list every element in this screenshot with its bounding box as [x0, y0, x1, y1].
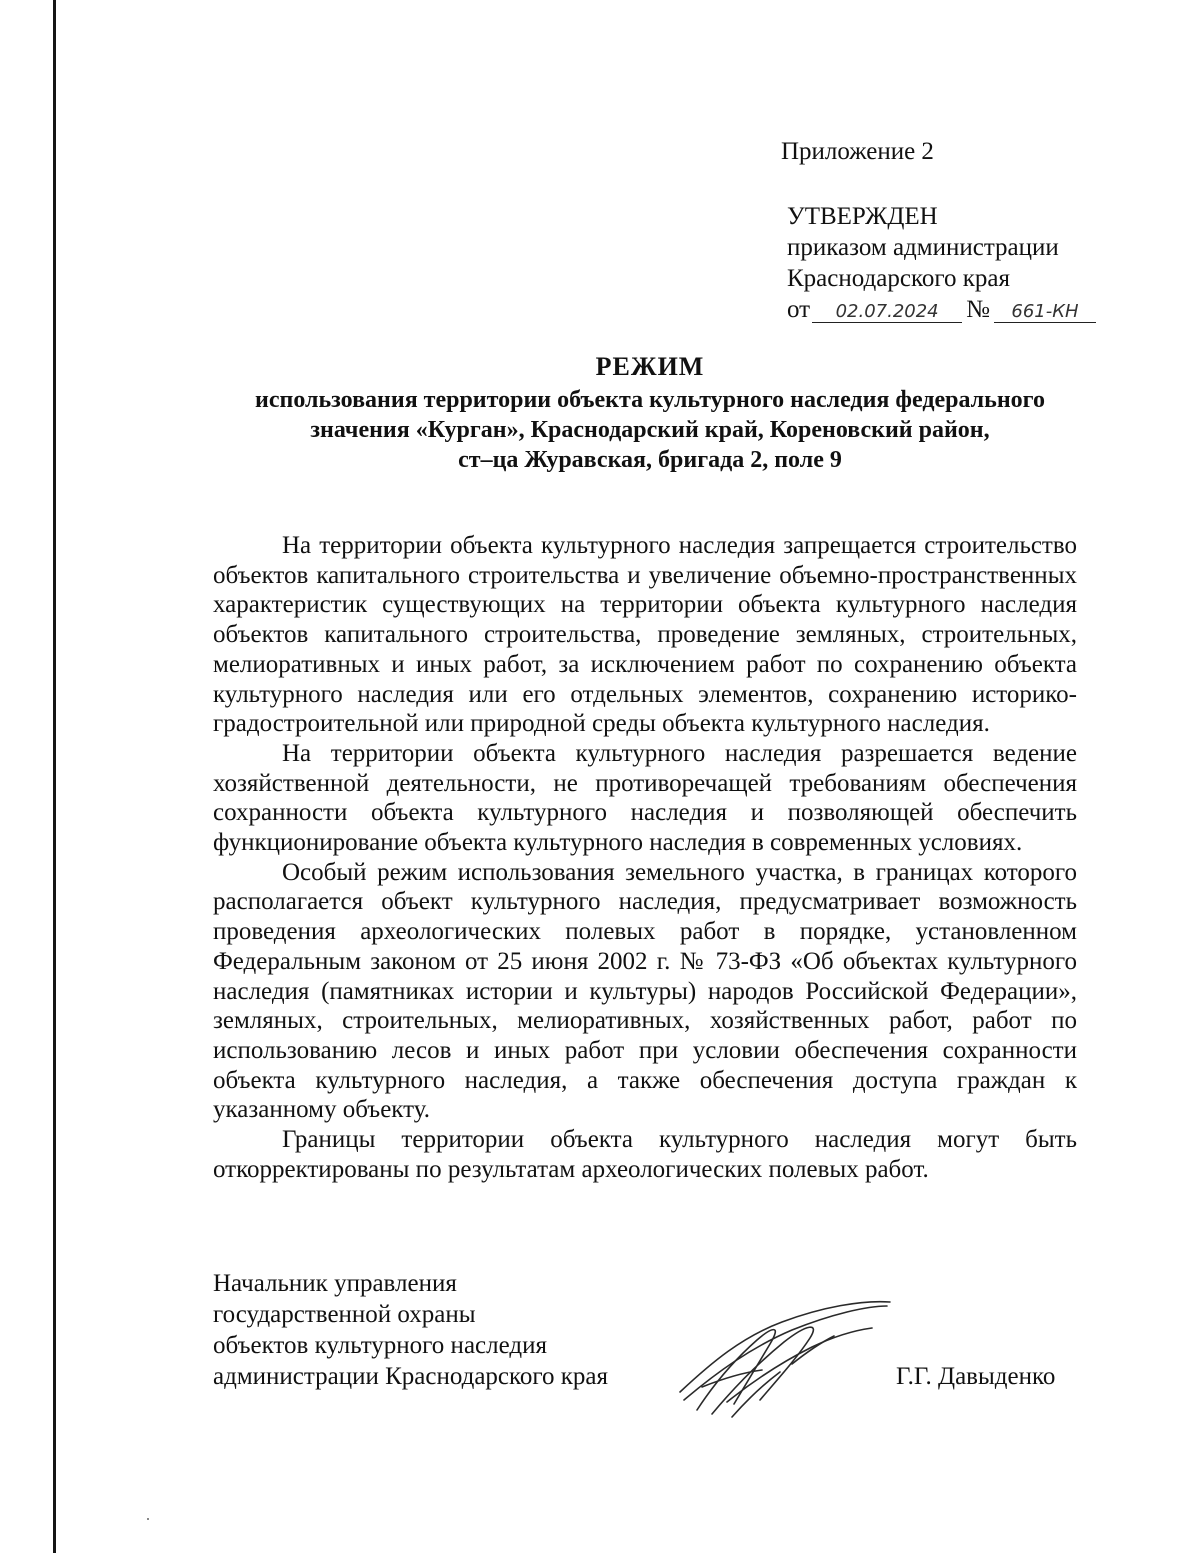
number-prefix: № — [966, 296, 990, 323]
paragraph-permitted-activity: На территории объекта культурного наследия разрешается ведение хозяйственной деятельности, не противоречащей требованиям обеспечения сохранности объекта культурного наследия и позволяющей обеспечить функционирование объекта культурного наследия в современных условиях. — [213, 739, 1077, 857]
document-body — [213, 531, 1077, 1184]
appendix-label: Приложение 2 — [781, 138, 934, 165]
handwritten-date: 02.07.2024 — [812, 302, 962, 323]
approval-block — [787, 201, 1096, 325]
approval-line-2: Краснодарского края — [787, 265, 1010, 292]
title-line-3: ст–ца Журавская, бригада 2, поле 9 — [458, 447, 842, 473]
scan-border-line — [53, 0, 56, 1553]
position-line-2: государственной охраны — [213, 1301, 476, 1328]
paragraph-special-regime: Особый режим использования земельного участка, в границах которого располагается объект культурного наследия, предусматривает возможность проведения археологических полевых работ в порядке, установленном Федеральным законом от 25 июня 2002 г. № 73-ФЗ «Об объектах культурного наследия (памятниках истории и культуры) народов Российской Федерации», земляных, строительных, мелиоративных, хозяйственных работ, работ по использованию лесов и иных работ при условии обеспечения сохранности объекта культурного наследия, а также обеспечения доступа граждан к указанному объекту. — [213, 858, 1077, 1124]
signatory-position — [213, 1268, 608, 1392]
position-line-3: объектов культурного наследия — [213, 1332, 547, 1359]
handwritten-order-number: 661-КН — [994, 302, 1096, 323]
approval-line-1: приказом администрации — [787, 234, 1059, 261]
approval-heading: УТВЕРЖДЕН — [787, 203, 938, 230]
signatory-name: Г.Г. Давыденко — [896, 1363, 1056, 1390]
handwritten-signature — [672, 1292, 902, 1422]
position-line-4: администрации Краснодарского края — [213, 1363, 609, 1390]
title-line-2: значения «Курган», Краснодарский край, Кореновский район, — [310, 417, 990, 443]
order-date-number-line — [787, 294, 1096, 325]
document-title — [150, 352, 1150, 475]
paragraph-boundaries: Границы территории объекта культурного наследия могут быть откорректированы по результатам археологических полевых работ. — [213, 1126, 1077, 1183]
position-line-1: Начальник управления — [213, 1270, 457, 1297]
paragraph-prohibitions: На территории объекта культурного наследия запрещается строительство объектов капитального строительства и увеличение объемно-пространственных характеристик существующих на территории объекта культурного наследия объектов капитального строительства, проведение земляных, строительных, мелиоративных и иных работ, за исключением работ по сохранению объекта культурного наследия или его отдельных элементов, сохранению историко-градостроительной или природной среды объекта культурного наследия. — [213, 532, 1077, 738]
title-line-1: использования территории объекта культурного наследия федерального — [255, 387, 1045, 413]
title-main: РЕЖИМ — [595, 352, 705, 381]
scan-artifact — [147, 1518, 149, 1520]
date-prefix: от — [787, 296, 811, 323]
